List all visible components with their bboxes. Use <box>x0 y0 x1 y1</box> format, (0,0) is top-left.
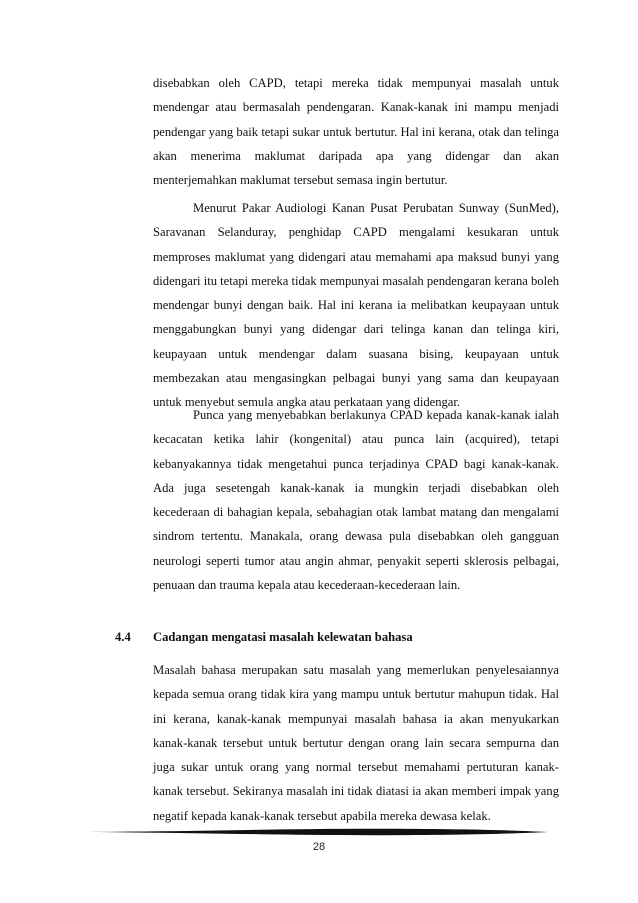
paragraph: Menurut Pakar Audiologi Kanan Pusat Perubatan Sunway (SunMed), Saravanan Selanduray, penghidap CAPD mengalami kesukaran untuk memproses maklumat yang didengari atau memahami apa maksud bunyi yang didengari itu tetapi mereka tidak mempunyai masalah pendengaran kerana boleh mendengar bunyi dengan baik. Hal ini kerana ia melibatkan keupayaan untuk menggabungkan bunyi yang didengar dari telinga kanan dan telinga kiri, keupayaan untuk mendengar dalam suasana bising, keupayaan untuk membezakan atau mengasingkan pelbagai bunyi yang sama dan keupayaan untuk menyebut semula angka atau perkataan yang didengar. <box>153 201 559 410</box>
paragraph: Punca yang menyebabkan berlakunya CPAD kepada kanak-kanak ialah kecacatan ketika lahir (kongenital) atau punca lain (acquired), tetapi kebanyakannya tidak mengetahui punca terjadinya CPAD bagi kanak-kanak. Ada juga sesetengah kanak-kanak ia mungkin terjadi disebabkan oleh kecederaan di bahagian kepala, sebahagian otak lambat matang dan mengalami sindrom tertentu. Manakala, orang dewasa pula disebabkan oleh gangguan neurologi seperti tumor atau angin ahmar, penyakit seperti sklerosis pelbagai, penuaan dan trauma kepala atau kecederaan-kecederaan lain. <box>153 408 559 593</box>
paragraph: disebabkan oleh CAPD, tetapi mereka tidak mempunyai masalah untuk mendengar atau bermasalah pendengaran. Kanak-kanak ini mampu menjadi pendengar yang baik tetapi sukar untuk bertutur. Hal ini kerana, otak dan telinga akan menerima maklumat daripada apa yang didengar dan akan menterjemahkan maklumat tersebut semasa ingin bertutur. <box>153 76 559 188</box>
footer-rule <box>88 828 548 836</box>
page-number: 28 <box>312 841 326 853</box>
section-number: 4.4 <box>115 630 131 644</box>
paragraph: Masalah bahasa merupakan satu masalah yang memerlukan penyelesaiannya kepada semua orang tidak kira yang mampu untuk bertutur mahupun tidak. Hal ini kerana, kanak-kanak mempunyai masalah bahasa ia akan menyukarkan kanak-kanak tersebut untuk bertutur dengan orang lain secara sempurna dan juga sukar untuk orang yang normal tersebut memahami pertuturan kanak-kanak tersebut. Sekiranya masalah ini tidak diatasi ia akan memberi impak yang negatif kepada kanak-kanak tersebut apabila mereka dewasa kelak. <box>153 663 559 823</box>
section-title: Cadangan mengatasi masalah kelewatan bahasa <box>153 630 413 644</box>
